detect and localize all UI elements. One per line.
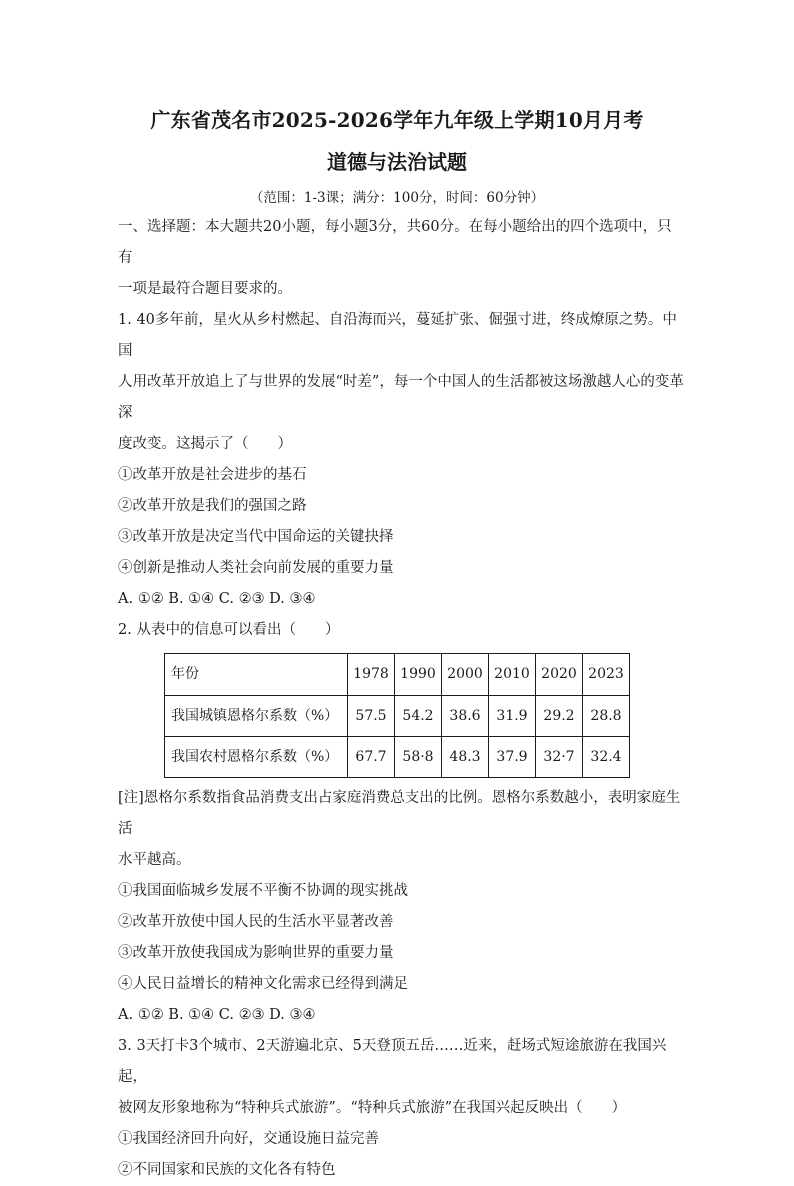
table-cell: 31.9: [489, 696, 536, 737]
exam-scope-info: （范围：1-3课；满分：100分，时间：60分钟）: [249, 190, 545, 206]
section-heading-line: 一项是最符合题目要求的。: [118, 281, 292, 297]
question-1-stem-line: 度改变。这揭示了（ ）: [118, 436, 292, 452]
question-2-stem: 2. 从表中的信息可以看出（ ）: [118, 622, 340, 638]
question-2-item: ②改革开放使中国人民的生活水平显著改善: [118, 914, 394, 930]
question-2-note-line: 水平越高。: [118, 852, 191, 868]
table-row: [165, 737, 630, 778]
question-1-stem-line: 1. 40多年前，星火从乡村燃起、自沿海而兴，蔓延扩张、倔强寸进，终成燎原之势。中国: [118, 312, 677, 359]
question-1-stem-line: 人用改革开放追上了与世界的发展“时差”，每一个中国人的生活都被这场激越人心的变革深: [118, 374, 684, 421]
question-2-item: ①我国面临城乡发展不平衡不协调的现实挑战: [118, 883, 408, 899]
question-1-options: A. ①② B. ①④ C. ②③ D. ③④: [118, 591, 316, 607]
engel-coefficient-table: [164, 653, 630, 778]
table-header-cell: 2023: [583, 654, 630, 696]
table-cell: 67.7: [348, 737, 395, 778]
table-header-cell: 1990: [395, 654, 442, 696]
table-cell: 我国城镇恩格尔系数（%）: [165, 696, 348, 737]
engel-table-wrapper: [118, 646, 684, 783]
table-header-cell: 年份: [165, 654, 348, 696]
table-cell: 37.9: [489, 737, 536, 778]
exam-title: 广东省茂名市2025-2026学年九年级上学期10月月考: [150, 108, 644, 132]
question-3-item: ①我国经济回升向好，交通设施日益完善: [118, 1131, 379, 1147]
question-3-stem-line: 被网友形象地称为“特种兵式旅游”。“特种兵式旅游”在我国兴起反映出（ ）: [118, 1100, 627, 1116]
exam-body: [118, 212, 684, 1186]
question-1-item: ④创新是推动人类社会向前发展的重要力量: [118, 560, 394, 576]
table-header-cell: 2010: [489, 654, 536, 696]
table-row: [165, 696, 630, 737]
table-cell: 我国农村恩格尔系数（%）: [165, 737, 348, 778]
table-cell: 57.5: [348, 696, 395, 737]
table-cell: 58·8: [395, 737, 442, 778]
table-cell: 29.2: [536, 696, 583, 737]
table-cell: 32·7: [536, 737, 583, 778]
question-3-item: ②不同国家和民族的文化各有特色: [118, 1162, 336, 1178]
table-cell: 38.6: [442, 696, 489, 737]
question-1-item: ①改革开放是社会进步的基石: [118, 467, 307, 483]
table-header-cell: 1978: [348, 654, 395, 696]
question-2-item: ④人民日益增长的精神文化需求已经得到满足: [118, 976, 408, 992]
table-header-row: [165, 654, 630, 696]
question-2-item: ③改革开放使我国成为影响世界的重要力量: [118, 945, 394, 961]
section-heading-line: 一、选择题：本大题共20小题，每小题3分，共60分。在每小题给出的四个选项中，只有: [118, 219, 672, 266]
question-2-options: A. ①② B. ①④ C. ②③ D. ③④: [118, 1007, 316, 1023]
table-cell: 48.3: [442, 737, 489, 778]
table-cell: 54.2: [395, 696, 442, 737]
table-cell: 32.4: [583, 737, 630, 778]
question-2-note-line: [注]恩格尔系数指食品消费支出占家庭消费总支出的比例。恩格尔系数越小，表明家庭生活: [118, 790, 681, 837]
question-3-stem-line: 3. 3天打卡3个城市、2天游遍北京、5天登顶五岳……近来，赶场式短途旅游在我国兴起，: [118, 1038, 667, 1085]
exam-subject-title: 道德与法治试题: [327, 150, 467, 174]
table-header-cell: 2000: [442, 654, 489, 696]
question-1-item: ③改革开放是决定当代中国命运的关键抉择: [118, 529, 394, 545]
question-1-item: ②改革开放是我们的强国之路: [118, 498, 307, 514]
table-header-cell: 2020: [536, 654, 583, 696]
table-cell: 28.8: [583, 696, 630, 737]
